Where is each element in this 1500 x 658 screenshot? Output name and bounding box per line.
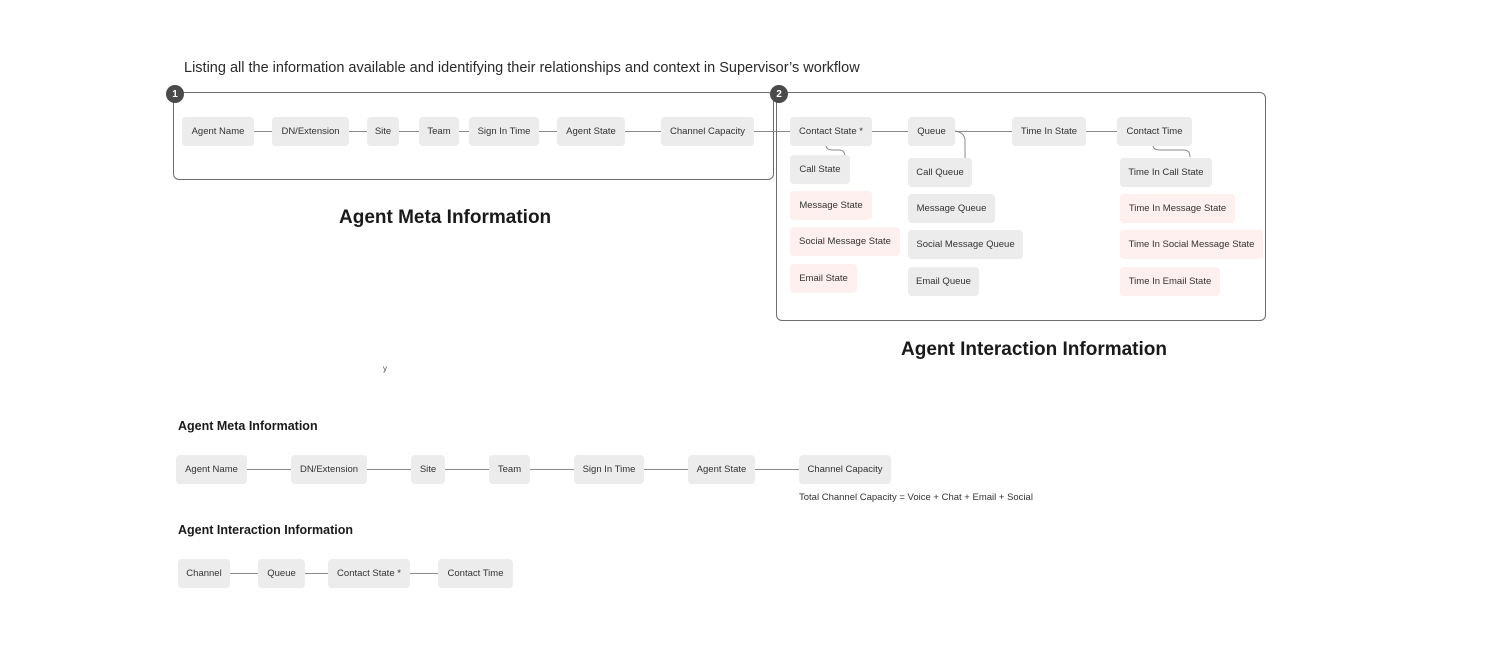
node-call-queue: Call Queue xyxy=(908,158,972,187)
page-title: Listing all the information available and identifying their relationships and context in Supervisor’s workflow xyxy=(184,60,860,76)
connector-contact-time-time-in-call xyxy=(1150,145,1200,159)
node-social-message-state: Social Message State xyxy=(790,227,900,256)
node-agent-name: Agent Name xyxy=(176,455,247,484)
connector xyxy=(230,573,258,574)
connector xyxy=(459,131,469,132)
node-queue: Queue xyxy=(908,117,955,146)
connector xyxy=(247,469,291,470)
node-team: Team xyxy=(419,117,459,146)
connector xyxy=(530,469,574,470)
node-sign-in-time: Sign In Time xyxy=(469,117,539,146)
node-time-in-social-message-state: Time In Social Message State xyxy=(1120,230,1263,259)
node-time-in-email-state: Time In Email State xyxy=(1120,267,1220,296)
node-dn-extension: DN/Extension xyxy=(291,455,367,484)
node-channel-capacity: Channel Capacity xyxy=(661,117,754,146)
node-call-state: Call State xyxy=(790,155,850,184)
section-1-heading: Agent Meta Information xyxy=(339,207,552,228)
section-2-badge: 2 xyxy=(770,85,788,103)
section-2-heading: Agent Interaction Information xyxy=(901,339,1167,360)
connector xyxy=(872,131,908,132)
node-site: Site xyxy=(411,455,445,484)
node-sign-in-time: Sign In Time xyxy=(574,455,644,484)
node-email-queue: Email Queue xyxy=(908,267,979,296)
node-team: Team xyxy=(489,455,530,484)
node-email-state: Email State xyxy=(790,264,857,293)
node-agent-state: Agent State xyxy=(688,455,755,484)
node-contact-state: Contact State * xyxy=(790,117,872,146)
connector xyxy=(445,469,489,470)
node-contact-time: Contact Time xyxy=(438,559,513,588)
node-time-in-message-state: Time In Message State xyxy=(1120,194,1235,223)
connector xyxy=(625,131,661,132)
capacity-note: Total Channel Capacity = Voice + Chat + Email + Social xyxy=(799,492,1033,503)
connector xyxy=(644,469,688,470)
node-dn-extension: DN/Extension xyxy=(272,117,349,146)
node-queue: Queue xyxy=(258,559,305,588)
node-time-in-state: Time In State xyxy=(1012,117,1086,146)
stray-text: y xyxy=(383,364,387,373)
node-contact-time: Contact Time xyxy=(1117,117,1192,146)
node-agent-state: Agent State xyxy=(557,117,625,146)
connector xyxy=(305,573,328,574)
node-channel-capacity: Channel Capacity xyxy=(799,455,891,484)
node-site: Site xyxy=(367,117,399,146)
node-agent-name: Agent Name xyxy=(182,117,254,146)
node-social-message-queue: Social Message Queue xyxy=(908,230,1023,259)
bottom-interaction-heading: Agent Interaction Information xyxy=(178,523,353,537)
connector xyxy=(1086,131,1117,132)
bottom-meta-heading: Agent Meta Information xyxy=(178,419,318,433)
node-channel: Channel xyxy=(178,559,230,588)
connector xyxy=(367,469,411,470)
connector xyxy=(399,131,419,132)
node-contact-state: Contact State * xyxy=(328,559,410,588)
node-message-state: Message State xyxy=(790,191,872,220)
node-time-in-call-state: Time In Call State xyxy=(1120,158,1212,187)
connector xyxy=(349,131,367,132)
node-message-queue: Message Queue xyxy=(908,194,995,223)
section-1-badge: 1 xyxy=(166,85,184,103)
connector xyxy=(254,131,272,132)
connector xyxy=(410,573,438,574)
connector xyxy=(755,469,799,470)
connector xyxy=(539,131,557,132)
